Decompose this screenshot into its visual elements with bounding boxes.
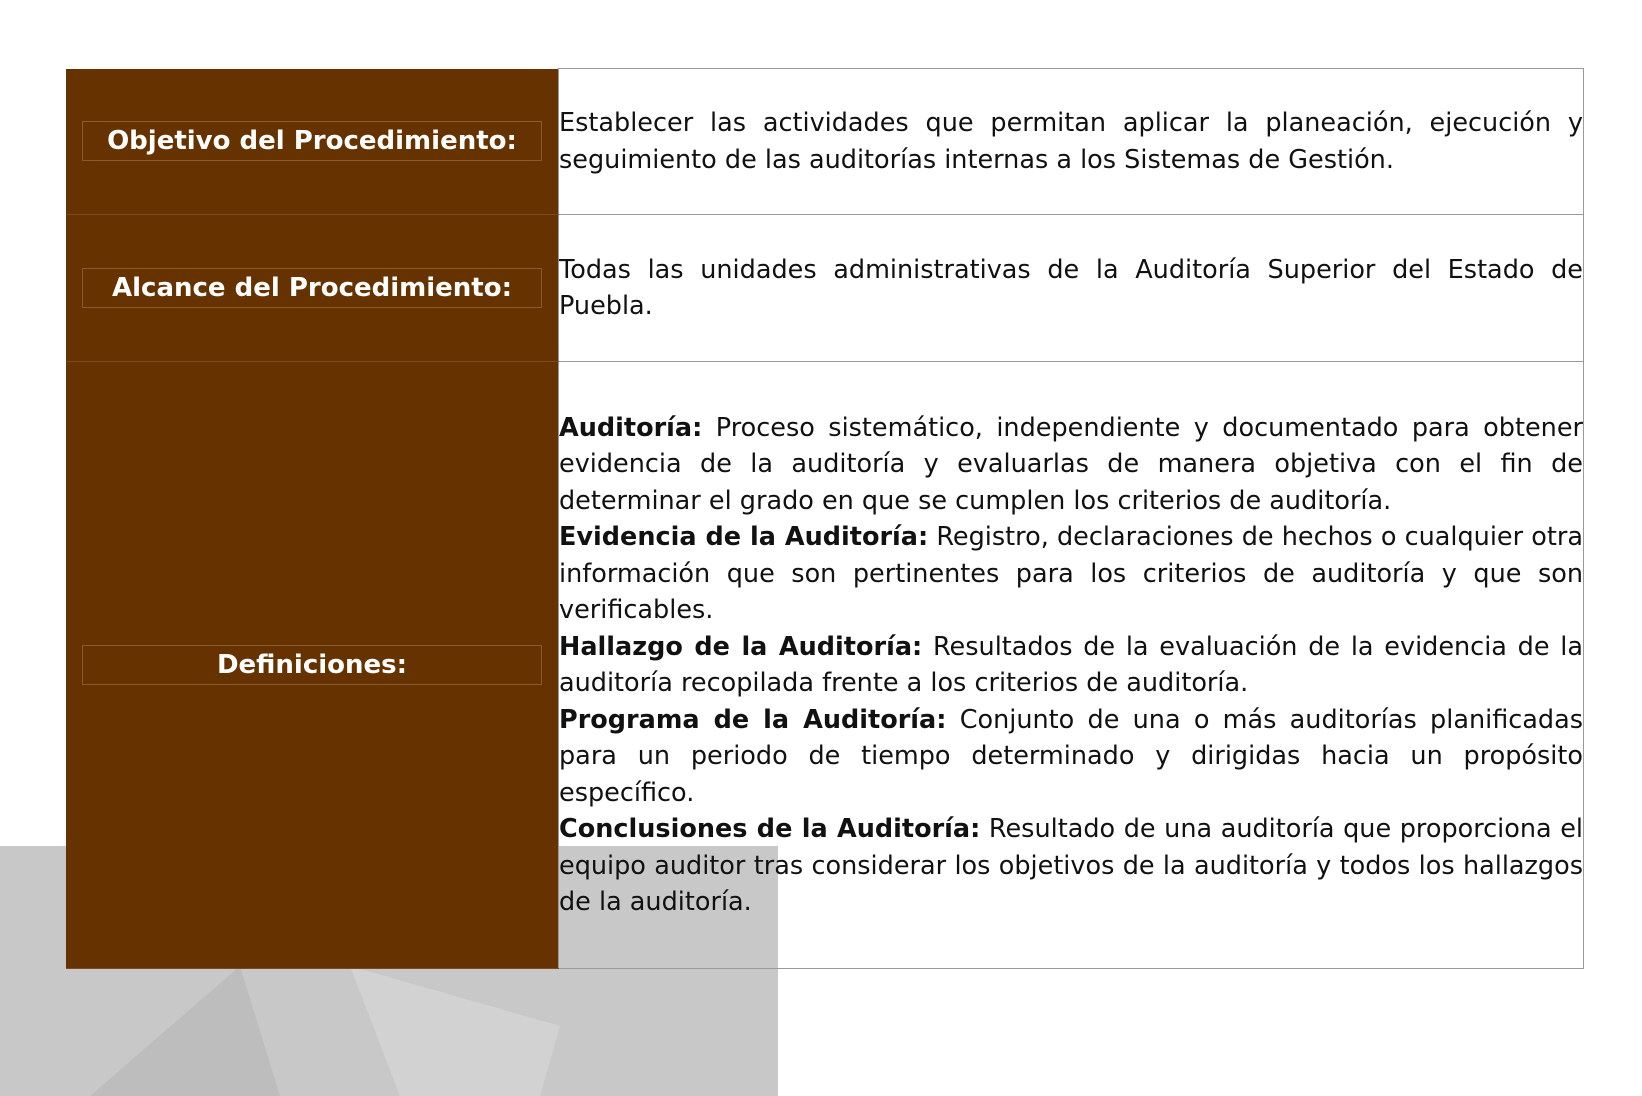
table-row-objetivo [66,69,1584,215]
definition-term: Programa de la Auditoría: [559,704,947,735]
definition-term: Evidencia de la Auditoría: [559,522,929,552]
definition-term: Auditoría: [559,412,703,443]
definition-item [559,629,1583,702]
row-text: Establecer las actividades que permitan aplicar la planeación, ejecución y seguimiento de las auditorías internas a los Sistemas de Gestión. [559,108,1583,175]
definition-text: Proceso sistemático, independiente y documentado para obtener evidencia de la auditoría y evaluarlas de manera objetiva con el fin de determinar el grado en que se cumplen los criterios de auditoría. [559,412,1583,516]
definition-term: Hallazgo de la Auditoría: [559,631,923,662]
definition-item [559,519,1583,629]
definition-text: Resultado de una auditoría que proporciona el equipo auditor tras considerar los objetivos de la auditoría y todos los hallazgos de la auditoría. [559,814,1584,917]
definition-item [559,410,1583,520]
table-row-definiciones [66,362,1584,969]
row-label: Objetivo del Procedimiento: [82,121,542,161]
procedure-table [66,68,1584,969]
row-label: Definiciones: [82,645,542,685]
label-cell [66,69,559,215]
definitions-cell [559,362,1584,969]
label-cell [66,215,559,362]
definition-term: Conclusiones de la Auditoría: [559,814,981,844]
table-row-alcance [66,215,1584,362]
row-text: Todas las unidades administrativas de la Auditoría Superior del Estado de Puebla. [559,254,1583,321]
label-cell [66,362,559,969]
definition-text: Registro, declaraciones de hechos o cualquier otra información que son pertinentes para los criterios de auditoría y que son verificables. [559,522,1583,625]
content-cell [559,69,1584,215]
definition-item [559,702,1583,812]
definition-text: Resultados de la evaluación de la evidencia de la auditoría recopilada frente a los criterios de auditoría. [559,631,1584,698]
definition-text: Conjunto de una o más auditorías planificadas para un periodo de tiempo determinado y dirigidas hacia un propósito específico. [559,704,1583,808]
definition-item [559,811,1583,921]
content-cell [559,215,1584,362]
row-label: Alcance del Procedimiento: [82,268,542,308]
